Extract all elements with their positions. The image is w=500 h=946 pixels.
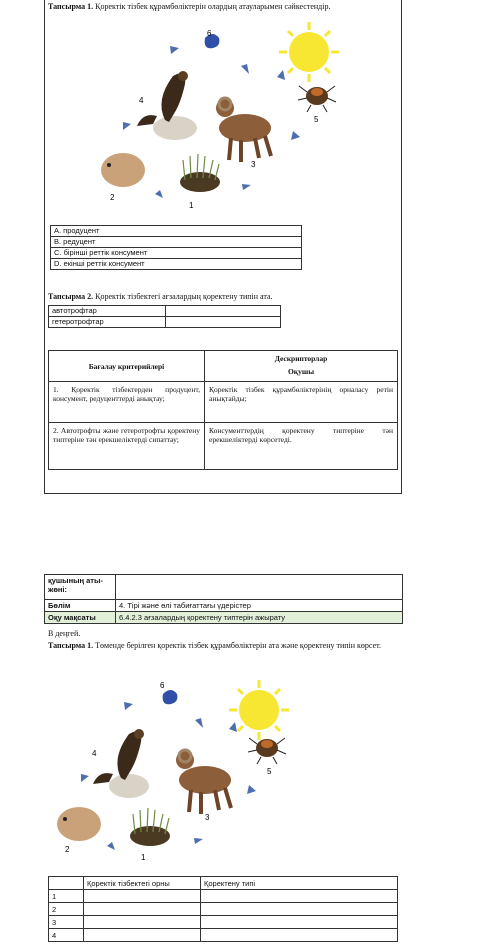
options-table bbox=[50, 225, 302, 270]
objective-value: 6.4.2.3 ағзалардың қоректену типтерін ажырату bbox=[116, 612, 403, 624]
option-b: В. редуцент bbox=[51, 237, 302, 248]
diagram2-label-4: 4 bbox=[92, 749, 97, 758]
answer-row-number: 2 bbox=[49, 903, 84, 916]
task1-title: Тапсырма 1. bbox=[48, 2, 94, 11]
diagram2-label-6: 6 bbox=[160, 681, 165, 690]
diagram-label-6: 6 bbox=[207, 29, 212, 38]
lesson-info-table bbox=[44, 574, 403, 624]
food-chain-diagram-2 bbox=[55, 678, 320, 868]
diagram-label-1: 1 bbox=[189, 201, 194, 210]
answer-type-cell[interactable] bbox=[201, 903, 398, 916]
diagram2-label-1: 1 bbox=[141, 853, 146, 862]
student-name-label: қушының аты-жөні: bbox=[45, 575, 116, 600]
diagram2-label-5: 5 bbox=[267, 767, 272, 776]
task2-heading bbox=[48, 292, 398, 302]
answer-row-number: 4 bbox=[49, 929, 84, 942]
heterotroph-label: гетеротрофтар bbox=[49, 317, 166, 328]
autotroph-label: автотрофтар bbox=[49, 306, 166, 317]
answer-position-cell[interactable] bbox=[84, 916, 201, 929]
task1-text: Қоректік тізбек құрамбөліктерін олардың атауларымен сәйкестендір. bbox=[95, 2, 331, 11]
answer-table bbox=[48, 876, 398, 942]
sun-icon bbox=[229, 680, 289, 740]
answer-type-cell[interactable] bbox=[201, 929, 398, 942]
diagram2-label-3: 3 bbox=[205, 813, 210, 822]
section-value: 4. Тірі және өлі табиғаттағы үдерістер bbox=[116, 600, 403, 612]
criteria-table bbox=[48, 350, 398, 470]
sun-icon bbox=[279, 22, 339, 82]
nutrition-type-table bbox=[48, 305, 281, 328]
answer-position-cell[interactable] bbox=[84, 890, 201, 903]
descriptors-title: Дескрипторлар bbox=[274, 354, 328, 363]
tick-icon bbox=[298, 86, 336, 112]
option-c: С. бірінші реттік консумент bbox=[51, 248, 302, 259]
ram-icon bbox=[176, 750, 231, 814]
criterion-1: 1. Қоректік тізбектерден продуцент, консумент, редуценттерді анықтау; bbox=[49, 382, 205, 423]
answer-type-cell[interactable] bbox=[201, 890, 398, 903]
eagle-icon bbox=[137, 71, 197, 140]
fungus-icon bbox=[163, 690, 178, 704]
task2-text: Қоректік тізбектегі ағзалардың қоректену типін ата. bbox=[95, 292, 273, 301]
answer-row-number: 1 bbox=[49, 890, 84, 903]
descriptor-1: Қоректік тізбек құрамбөліктерінің орналасу ретін анықтайды; bbox=[205, 382, 398, 423]
diagram-label-4: 4 bbox=[139, 96, 144, 105]
option-d: D. екінші реттік консумент bbox=[51, 259, 302, 270]
level-label: В деңгей. bbox=[48, 629, 81, 638]
food-chain-diagram-1 bbox=[95, 20, 360, 210]
grass-icon bbox=[180, 154, 220, 192]
diagram-label-5: 5 bbox=[314, 115, 319, 124]
grass-icon bbox=[130, 808, 170, 846]
section-label: Бөлім bbox=[45, 600, 116, 612]
page2-task-title: Тапсырма 1. bbox=[48, 641, 94, 650]
task2-title: Тапсырма 2. bbox=[48, 292, 94, 301]
descriptors-header bbox=[205, 351, 398, 382]
criterion-2: 2. Автотрофты және гетеротрофты қоректену типтеріне тән ерекшеліктерді сипаттау; bbox=[49, 423, 205, 470]
answer-position-cell[interactable] bbox=[84, 929, 201, 942]
diagram-label-2: 2 bbox=[110, 193, 115, 202]
page2-task-heading bbox=[48, 641, 398, 651]
task1-heading bbox=[48, 2, 398, 12]
page2-task-text: Төменде берілген қоректік тізбек құрамбөліктерін ата және қоректену типін көрсет. bbox=[95, 641, 382, 650]
heterotroph-answer-cell[interactable] bbox=[166, 317, 281, 328]
answer-header-blank bbox=[49, 877, 84, 890]
autotroph-answer-cell[interactable] bbox=[166, 306, 281, 317]
diagram-label-3: 3 bbox=[251, 160, 256, 169]
answer-header-type: Қоректену типі bbox=[201, 877, 398, 890]
eagle-icon bbox=[93, 729, 149, 798]
answer-type-cell[interactable] bbox=[201, 916, 398, 929]
option-a: А. продуцент bbox=[51, 226, 302, 237]
descriptor-2: Консументтердің қоректену типтеріне тән ерекшеліктерді көрсетеді. bbox=[205, 423, 398, 470]
tick-icon bbox=[248, 738, 286, 764]
objective-label: Оқу мақсаты bbox=[45, 612, 116, 624]
diagram2-label-2: 2 bbox=[65, 845, 70, 854]
criteria-header: Бағалау критерийлері bbox=[49, 351, 205, 382]
answer-row-number: 3 bbox=[49, 916, 84, 929]
ram-icon bbox=[216, 98, 271, 162]
rodent-icon bbox=[101, 153, 145, 187]
rodent-icon bbox=[57, 807, 101, 841]
answer-position-cell[interactable] bbox=[84, 903, 201, 916]
student-name-field[interactable] bbox=[116, 575, 403, 600]
descriptors-subtitle: Оқушы bbox=[287, 367, 315, 376]
answer-header-position: Қоректік тізбектегі орны bbox=[84, 877, 201, 890]
